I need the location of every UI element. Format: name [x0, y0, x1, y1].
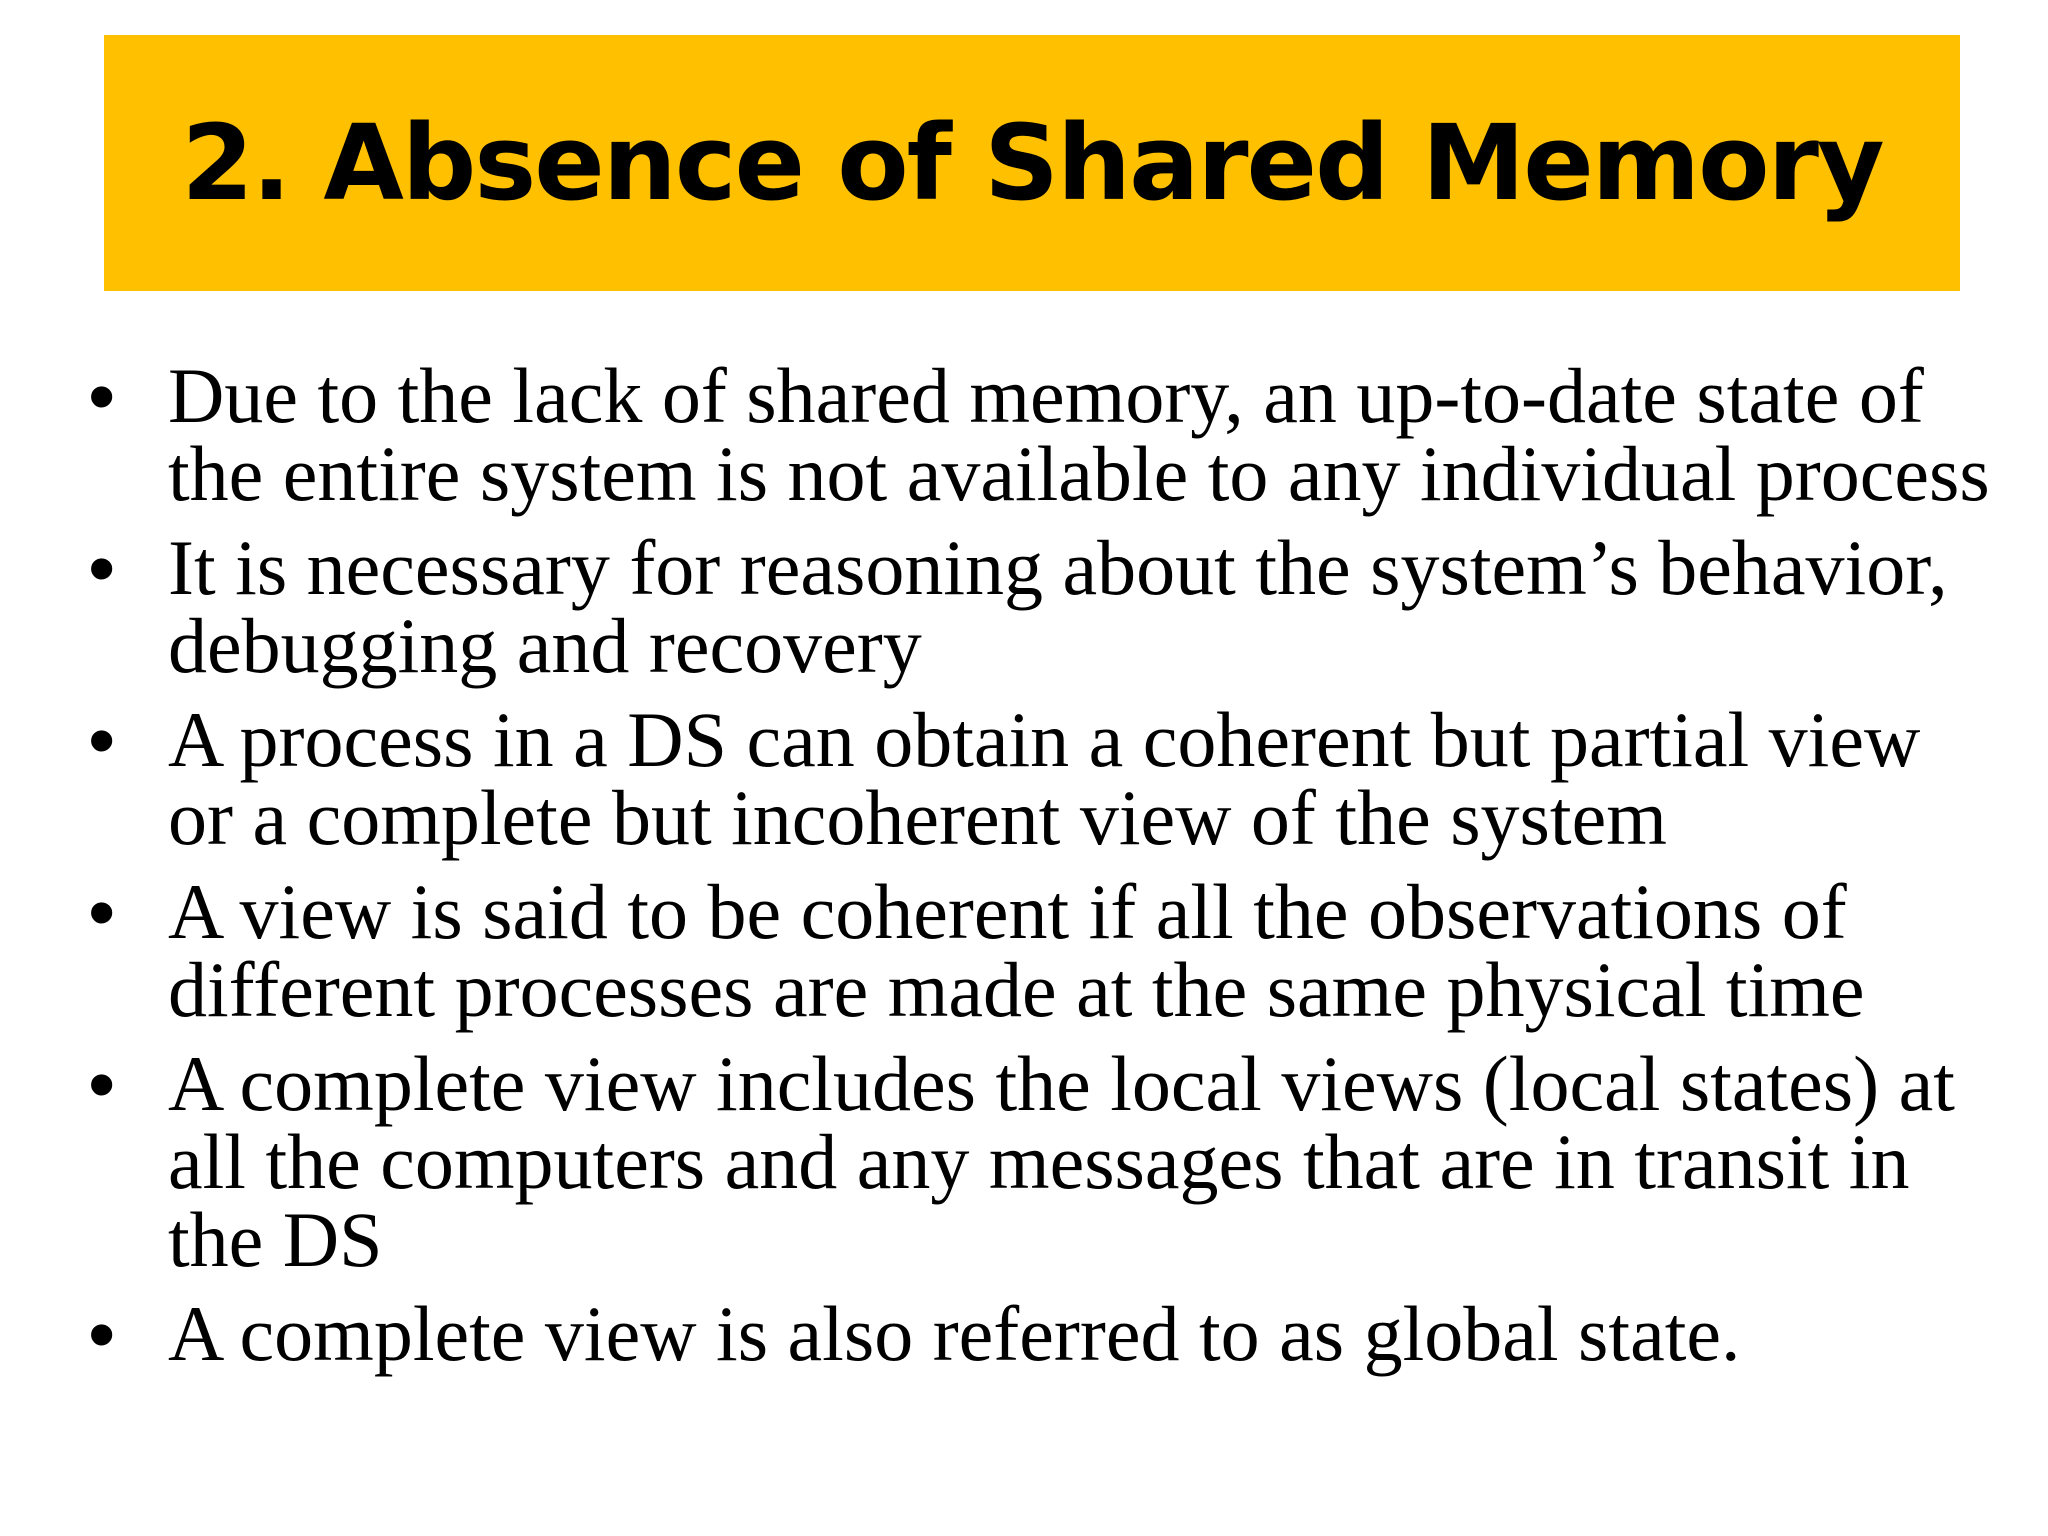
title-banner: [104, 35, 1960, 291]
bullet-item: [88, 1040, 1998, 1283]
bullet-list: [88, 352, 1998, 1389]
bullet-icon: •: [88, 696, 116, 784]
bullet-item: [88, 524, 1998, 689]
bullet-icon: •: [88, 1040, 116, 1128]
slide-title: 2. Absence of Shared Memory: [181, 102, 1883, 224]
bullet-item: [88, 1290, 1998, 1378]
bullet-text: A process in a DS can obtain a coherent but partial view or a complete but incoherent view of the system: [168, 696, 1921, 861]
bullet-text: A complete view is also referred to as global state.: [168, 1290, 1741, 1377]
bullet-icon: •: [88, 1290, 116, 1378]
bullet-icon: •: [88, 352, 116, 440]
bullet-item: [88, 868, 1998, 1033]
bullet-icon: •: [88, 524, 116, 612]
bullet-text: A complete view includes the local views (local states) at all the computers and any messages that are in transit in the DS: [168, 1040, 1955, 1283]
bullet-icon: •: [88, 868, 116, 956]
bullet-item: [88, 352, 1998, 517]
bullet-text: Due to the lack of shared memory, an up-to-date state of the entire system is not available to any individual process: [168, 352, 1990, 517]
bullet-text: It is necessary for reasoning about the system’s behavior, debugging and recovery: [168, 524, 1948, 689]
bullet-text: A view is said to be coherent if all the observations of different processes are made at the same physical time: [168, 868, 1865, 1033]
bullet-item: [88, 696, 1998, 861]
